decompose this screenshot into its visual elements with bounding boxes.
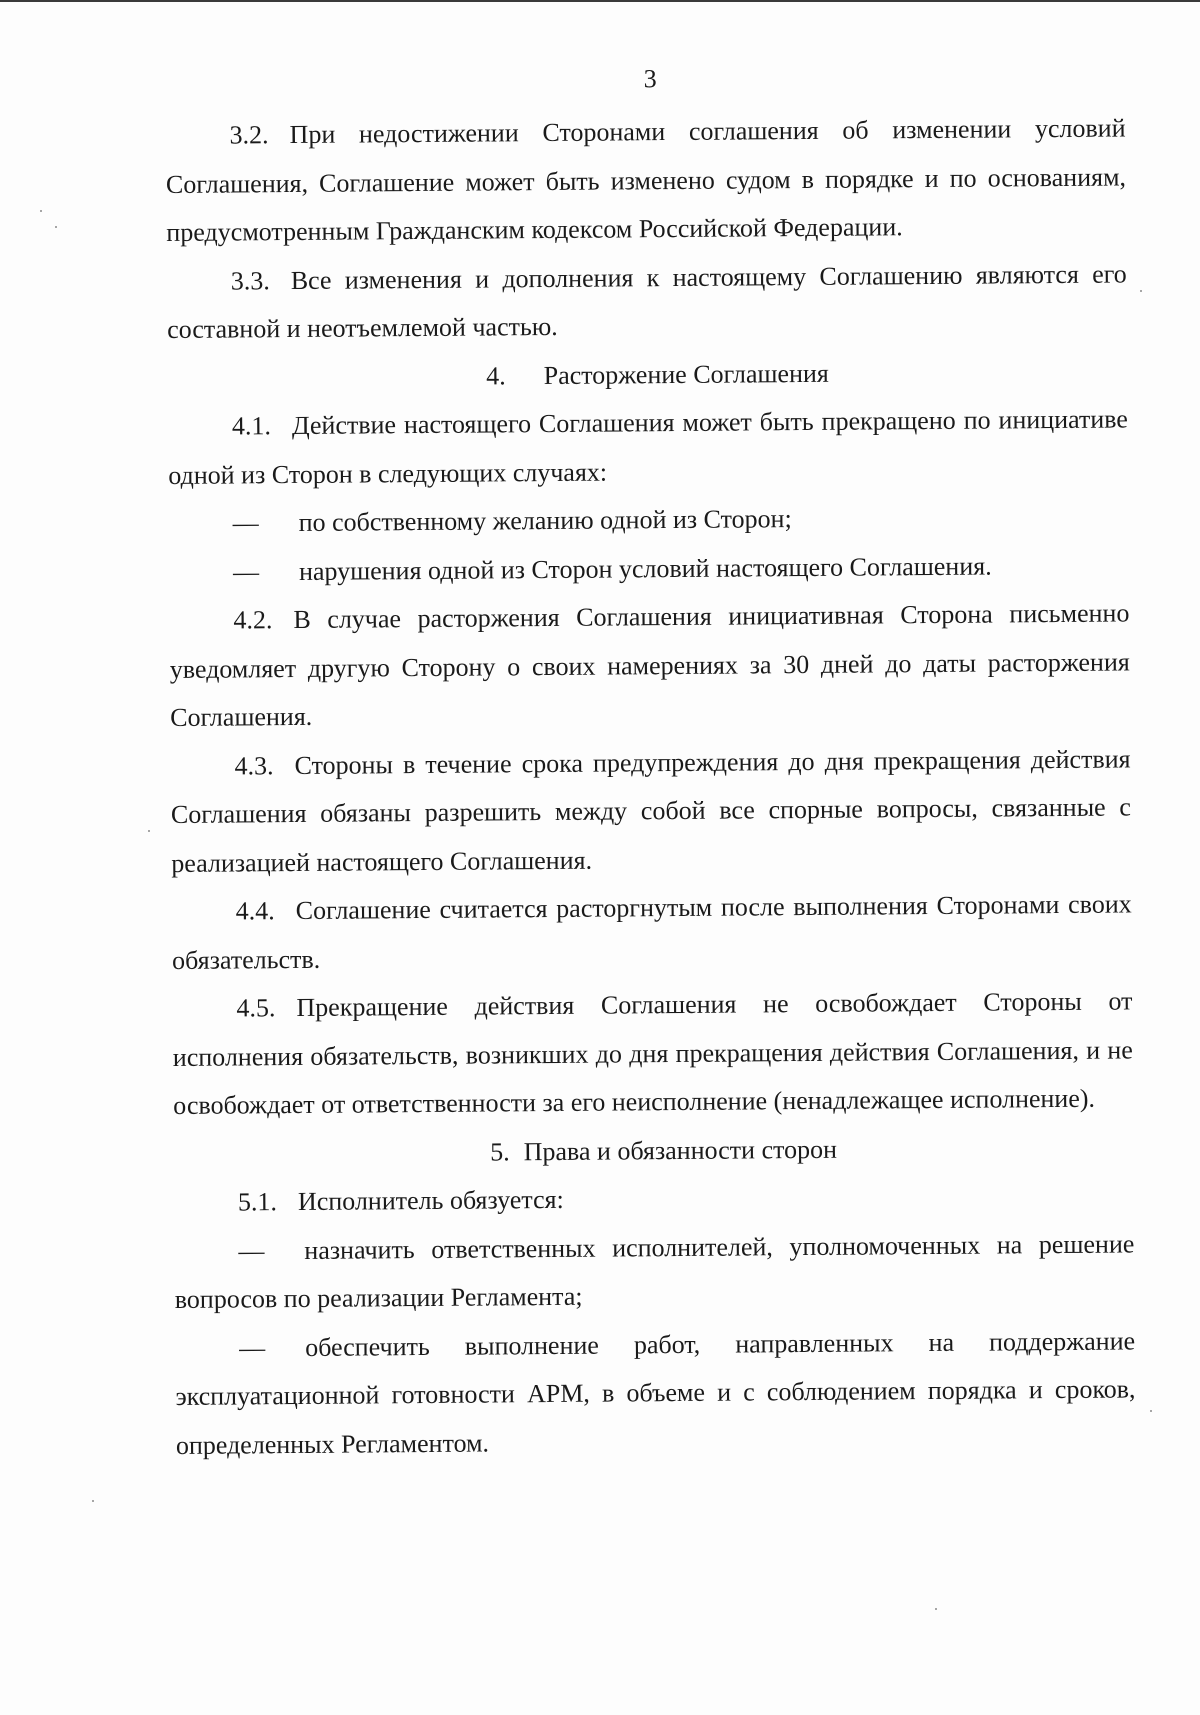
list-item — [168, 492, 1128, 548]
clause-3-2 — [165, 104, 1126, 257]
clause-text: Стороны в течение срока предупреждения до дня прекращения действия Соглашения обязаны разрешить между собой все спорные вопросы, связанные с реализацией настоящего Соглашения. — [170, 743, 1132, 878]
dash-marker: — — [238, 1235, 265, 1265]
clause-number: 4.1. — [231, 411, 272, 441]
scan-speck — [1150, 1410, 1152, 1412]
list-item — [174, 1220, 1135, 1325]
scan-top-edge — [0, 0, 1200, 2]
list-item-text: по собственному желанию одной из Сторон; — [298, 504, 792, 537]
clause-number: 3.2. — [229, 120, 269, 150]
section-number: 4. — [486, 360, 506, 390]
dash-marker: — — [232, 508, 259, 538]
section-title: Права и обязанности сторон — [523, 1134, 838, 1166]
clause-4-2 — [169, 589, 1130, 742]
list-item — [169, 541, 1129, 597]
scan-speck — [935, 1608, 937, 1610]
section-title: Расторжение Соглашения — [543, 358, 829, 390]
clause-number: 4.3. — [234, 750, 274, 780]
section-heading-5 — [173, 1123, 1133, 1179]
clause-text: При недостижении Сторонами соглашения об изменении условий Соглашения, Соглашение может быть изменено судом в порядке и по основаниям, предусмотренным Гражданским кодексом Российской Федерации. — [165, 113, 1127, 247]
clause-5-1 — [174, 1171, 1134, 1227]
clause-text: Все изменения и дополнения к настоящему Соглашению являются его составной и неотъемлемой частью. — [167, 258, 1127, 344]
clause-text: Прекращение действия Соглашения не освобождает Стороны от исполнения обязательств, возникших до дня прекращения действия Соглашения, и не освобождает от ответственности за его неисполнение (ненадлежащее исполнение). — [172, 986, 1133, 1120]
clause-number: 4.2. — [233, 605, 273, 635]
scan-speck — [40, 210, 42, 212]
clause-text: В случае расторжения Соглашения инициативная Сторона письменно уведомляет другую Сторону о своих намерениях за 30 дней до даты расторжения Соглашения. — [169, 598, 1130, 732]
clause-3-3 — [167, 250, 1128, 355]
clause-number: 4.4. — [235, 896, 275, 926]
dash-marker: — — [239, 1332, 266, 1362]
list-item — [175, 1317, 1136, 1470]
clause-number: 5.1. — [237, 1187, 278, 1217]
scan-speck — [1140, 290, 1142, 292]
list-item-text: обеспечить выполнение работ, направленных на поддержание эксплуатационной готовности АРМ, в объеме и с соблюдением порядка и сроков, определенных Регламентом. — [175, 1325, 1136, 1460]
clause-4-1 — [168, 395, 1129, 500]
clause-number: 4.5. — [236, 993, 276, 1023]
dash-marker: — — [232, 556, 260, 586]
clause-text: Действие настоящего Соглашения может быть прекращено по инициативе одной из Сторон в следующих случаях: — [168, 404, 1128, 490]
section-number: 5. — [490, 1136, 510, 1166]
scan-speck — [92, 1500, 94, 1502]
clause-4-5 — [172, 977, 1133, 1130]
page-number: 3 — [643, 64, 657, 94]
list-item-text: нарушения одной из Сторон условий настоящего Соглашения. — [298, 551, 992, 586]
clause-text: Исполнитель обязуется: — [297, 1184, 564, 1216]
clause-4-4 — [172, 880, 1133, 985]
document-body — [165, 50, 1136, 1469]
scan-speck — [55, 226, 57, 228]
scan-speck — [148, 830, 150, 832]
clause-4-3 — [170, 735, 1131, 888]
clause-text: Соглашение считается расторгнутым после выполнения Сторонами своих обязательств. — [171, 889, 1132, 975]
list-item-text: назначить ответственных исполнителей, уполномоченных на решение вопросов по реализации Регламента; — [174, 1228, 1135, 1314]
section-heading-4 — [167, 347, 1127, 403]
clause-number: 3.3. — [230, 265, 270, 295]
